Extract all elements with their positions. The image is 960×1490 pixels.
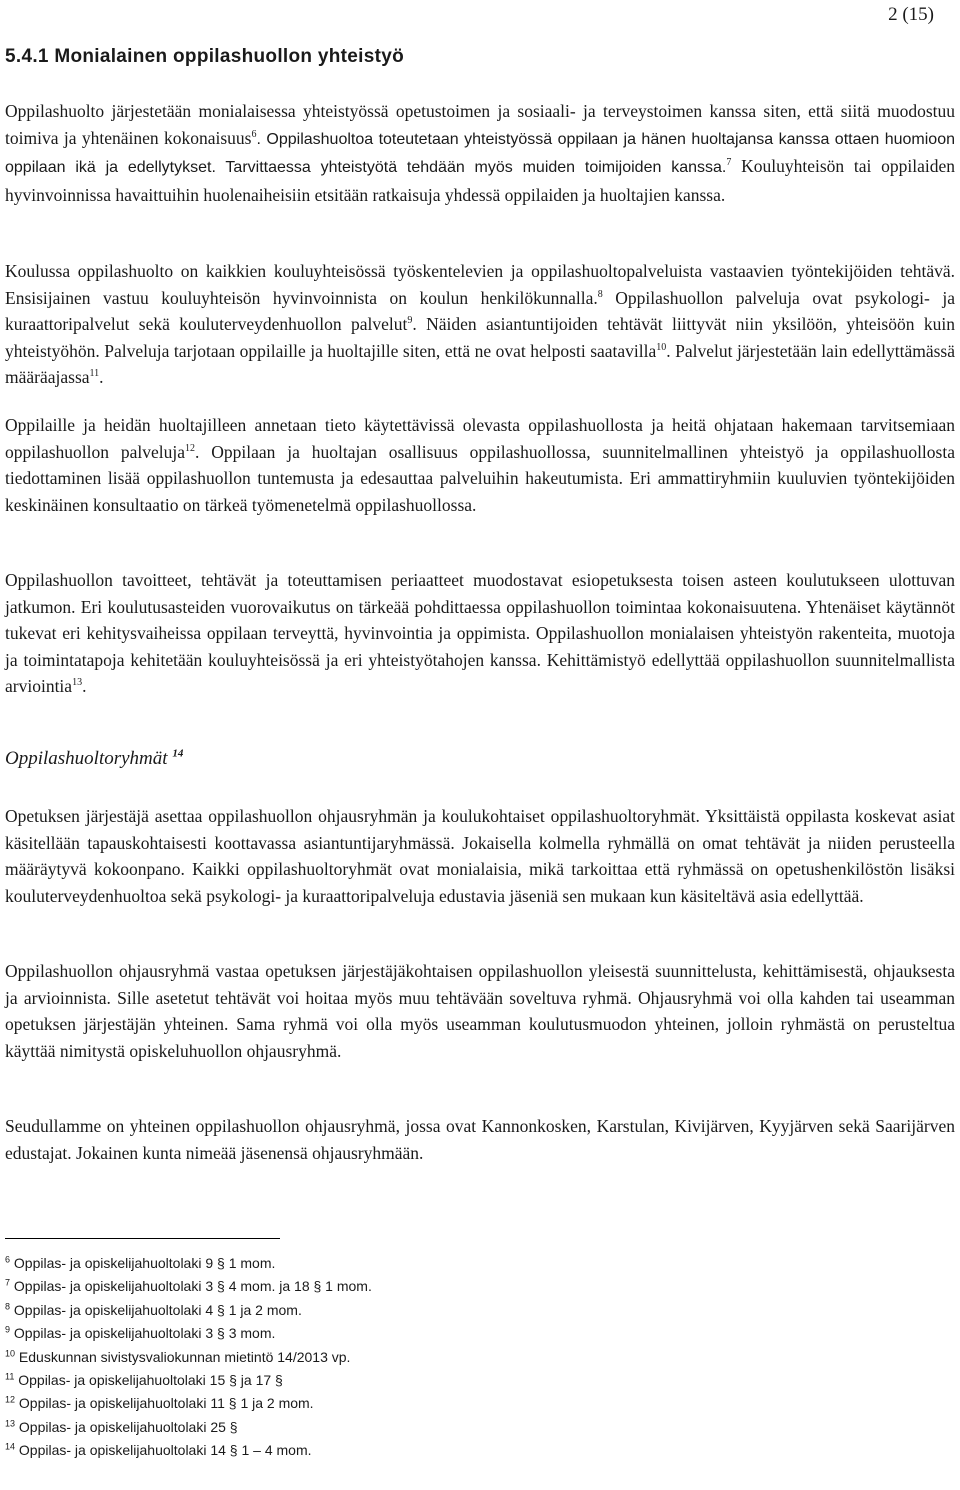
footnote-item [5,1439,372,1462]
paragraph-3-text-a: Oppilaille ja heidän huoltajilleen annetaan tieto käytettävissä olevasta oppilashuollosta ja heitä ohjataan hakemaan tarvitsemiaan oppilashuollon palveluja [5,415,955,462]
page-number: 2 (15) [888,4,934,25]
paragraph-6: Oppilashuollon ohjausryhmä vastaa opetuksen järjestäjäkohtaisen oppilashuollon yleisestä suunnittelusta, kehittämisestä, ohjauksesta ja arvioinnista. Sille asetetut tehtävät voi hoitaa myös muu tehtävään soveltuva ryhmä. Ohjausryhmä voi olla kahden tai useamman opetuksen järjestäjän yhteinen. Sama ryhmä voi olla myös useamman koulutusmuodon yhteinen, jolloin ryhmästä on perusteltua käyttää nimitystä opiskeluhuollon ohjausryhmä. [5,961,955,1061]
footnote-item [5,1275,372,1298]
footnote-ref-12: 12 [185,442,196,454]
footnote-number: 6 [5,1254,11,1265]
footnote-ref-11: 11 [89,368,100,380]
footnote-text: Oppilas- ja opiskelijahuoltolaki 3 § 4 mom. ja 18 § 1 mom. [13,1278,372,1295]
footnote-item [5,1252,372,1275]
paragraph-2-text-b: Oppilashuollon palveluja ovat psykologi- ja kuraattoripalvelut sekä kouluterveydenhuollon palvelut [5,287,955,334]
paragraph-1-text-a: Oppilashuolto järjestetään monialaisessa yhteistyössä opetustoimen ja sosiaali- ja terveystoimen kanssa siten, että siitä muodostuu toimiva ja yhtenäinen kokonaisuus [5,101,955,148]
paragraph-7: Seudullamme on yhteinen oppilashuollon ohjausryhmä, jossa ovat Kannonkosken, Karstulan, Kivijärven, Kyyjärven sekä Saarijärven edustajat. Jokainen kunta nimeää jäsenensä ohjausryhmään. [5,1116,955,1163]
section-heading: 5.4.1 Monialainen oppilashuollon yhteistyö [5,46,404,67]
subheading [5,748,183,770]
footnote-ref-8: 8 [597,288,603,300]
paragraph-1-text-b: . Oppilashuoltoa toteutetaan yhteistyössä oppilaan ja hänen huoltajansa kanssa ottaen huomioon oppilaan ikä ja edellytykset. Tarvittaessa yhteistyötä tehdään myös muiden toimijoiden kanssa. [5,130,955,176]
footnote-separator [5,1238,280,1239]
footnote-number: 9 [5,1324,11,1335]
paragraph-2-text-d: . Palvelut järjestetään lain edellyttämässä määräajassa [5,340,955,387]
footnote-number: 11 [5,1371,15,1382]
footnote-item [5,1299,372,1322]
footnote-text: Oppilas- ja opiskelijahuoltolaki 3 § 3 mom. [13,1325,276,1342]
footnote-item [5,1392,372,1415]
footnote-item [5,1416,372,1439]
footnote-number: 7 [5,1277,11,1288]
footnote-number: 14 [5,1441,16,1452]
footnote-item [5,1322,372,1345]
footnote-text: Oppilas- ja opiskelijahuoltolaki 14 § 1 – 4 mom. [18,1442,312,1459]
paragraph-1-text-c: Kouluyhteisön tai oppilaiden hyvinvoinnissa havaittuihin huolenaiheisiin etsitään ratkaisuja yhdessä oppilaiden ja huoltajien kanssa. [5,156,955,205]
paragraph-4 [5,567,955,700]
footnote-item [5,1346,372,1369]
footnote-item [5,1369,372,1392]
footnote-number: 8 [5,1301,11,1312]
paragraph-5: Opetuksen järjestäjä asettaa oppilashuollon ohjausryhmän ja koulukohtaiset oppilashuoltoryhmät. Yksittäistä oppilasta koskevat asiat käsitellään tapauskohtaisesti koottavassa asiantuntijaryhmässä. Jokaisella kolmella ryhmällä on omat tehtävät ja niiden perusteella määräytyvä kokoonpano. Kaikki oppilashuoltoryhmät ovat monialaisia, mikä tarkoittaa että ryhmässä on opetushenkilöstön lisäksi kouluterveydenhuoltoa sekä psykologi- ja kuraattoripalveluja edustavia jäseniä sen mukaan kun käsiteltävä asia edellyttää. [5,806,955,906]
footnote-ref-9: 9 [407,315,413,327]
footnote-number: 13 [5,1418,16,1429]
paragraph-4-text-b: . [82,676,87,696]
paragraph-2-text-c: . Näiden asiantuntijoiden tehtävät liittyvät niin yksilöön, yhteisöön kuin yhteistyöhön. Palveluja tarjotaan oppilaille ja huoltajille siten, että ne ovat helposti saatavilla [5,314,955,361]
footnote-ref-13: 13 [72,677,83,689]
paragraph-1 [5,98,955,208]
paragraph-3 [5,412,955,518]
footnote-ref-10: 10 [656,341,667,353]
footnote-text: Oppilas- ja opiskelijahuoltolaki 11 § 1 ja 2 mom. [18,1395,314,1412]
footnote-number: 10 [5,1347,16,1358]
paragraph-4-text-a: Oppilashuollon tavoitteet, tehtävät ja toteuttamisen periaatteet muodostavat esiopetuksesta toisen asteen koulutukseen ulottuvan jatkumon. Eri koulutusasteiden vuorovaikutus on tärkeää pohdittaessa oppilashuollon toimintaa kokonaisuutena. Yhtenäiset käytännöt tukevat eri kehitysvaiheissa oppilaan terveyttä, hyvinvointia ja oppimista. Oppilashuollon monialaisen yhteistyön rakenteita, muotoja ja toimintatapoja kehitetään kouluyhteisössä ja eri yhteistyötahojen kanssa. Kehittämistyö edellyttää oppilashuollon suunnitelmallista arviointia [5,570,955,696]
footnote-ref-7: 7 [726,157,732,169]
footnote-ref-6: 6 [251,128,257,140]
footnote-list [5,1252,372,1463]
footnote-text: Oppilas- ja opiskelijahuoltolaki 9 § 1 mom. [13,1255,276,1271]
paragraph-2-text-e: . [99,367,104,387]
footnote-number: 12 [5,1394,16,1405]
footnote-ref-14: 14 [172,747,184,760]
paragraph-3-text-b: . Oppilaan ja huoltajan osallisuus oppilashuollossa, suunnitelmallinen yhteistyö ja oppilashuollosta tiedottaminen lisää oppilashuollon tuntemusta ja edesauttaa palveluihin hakeutumista. Eri ammattiryhmiin kuuluvien työntekijöiden keskinäinen konsultaatio on tärkeä työmenetelmä oppilashuollossa. [5,441,955,515]
paragraph-2-text-a: Koulussa oppilashuolto on kaikkien kouluyhteisössä työskentelevien ja oppilashuoltopalveluista vastaavien työntekijöiden tehtävä. Ensisijainen vastuu kouluyhteisön hyvinvoinnista on koulun henkilökunnalla. [5,261,955,308]
footnote-text: Eduskunnan sivistysvaliokunnan mietintö 14/2013 vp. [18,1348,351,1365]
paragraph-2 [5,258,955,391]
footnote-text: Oppilas- ja opiskelijahuoltolaki 4 § 1 ja 2 mom. [13,1301,302,1318]
footnote-text: Oppilas- ja opiskelijahuoltolaki 15 § ja 17 § [18,1372,283,1389]
subheading-text: Oppilashuoltoryhmät [5,748,168,769]
footnote-text: Oppilas- ja opiskelijahuoltolaki 25 § [18,1418,238,1435]
